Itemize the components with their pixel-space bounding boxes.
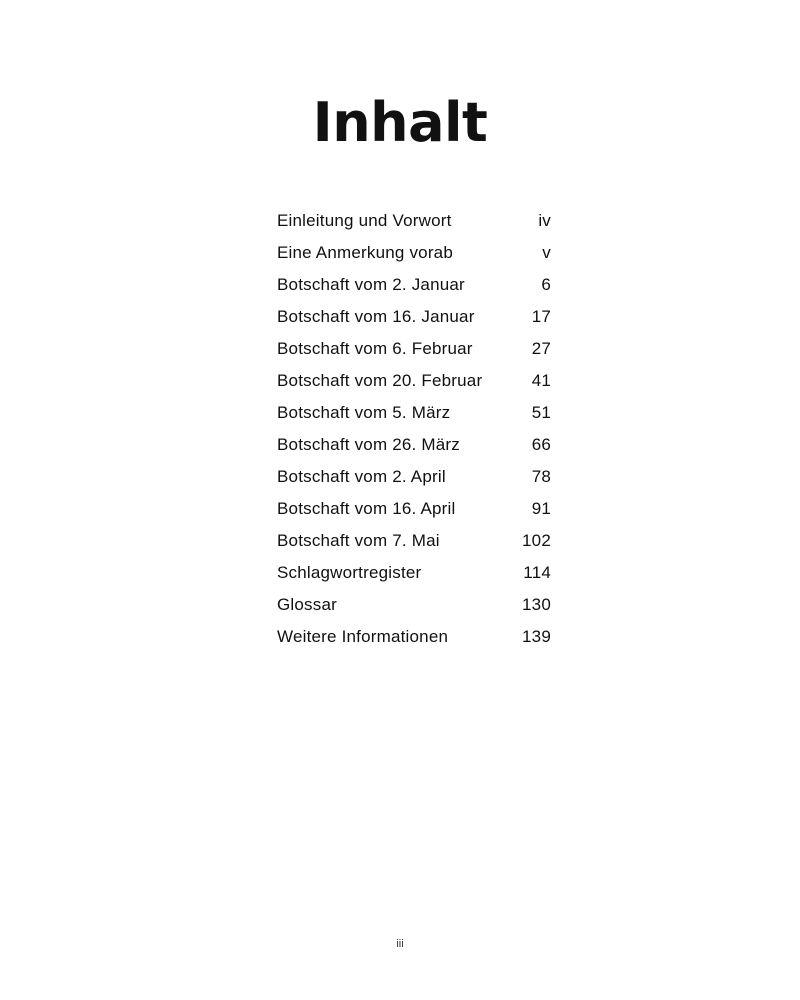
- toc-entry[interactable]: [277, 493, 551, 525]
- page-number: iii: [396, 938, 404, 950]
- toc-entry[interactable]: [277, 429, 551, 461]
- toc-entry-title: Botschaft vom 6. Februar: [277, 339, 473, 358]
- toc-entry-title: Glossar: [277, 595, 337, 614]
- toc-entry-page: 130: [522, 595, 551, 614]
- toc-entry-title: Weitere Informationen: [277, 627, 449, 646]
- toc-entry[interactable]: [277, 525, 551, 557]
- toc-entry[interactable]: [277, 397, 551, 429]
- toc-entry-page: 139: [522, 627, 551, 646]
- toc-entry[interactable]: [277, 301, 551, 333]
- toc-entry-title: Botschaft vom 20. Februar: [277, 371, 483, 390]
- toc-entry-page: 91: [531, 499, 551, 518]
- toc-entry[interactable]: [277, 365, 551, 397]
- toc-entry-page: v: [542, 243, 551, 262]
- toc-entry[interactable]: [277, 589, 551, 621]
- toc-entry[interactable]: [277, 205, 551, 237]
- table-of-contents: [277, 205, 551, 653]
- toc-entry[interactable]: [277, 237, 551, 269]
- page-title: Inhalt: [312, 91, 488, 154]
- toc-entry[interactable]: [277, 621, 551, 653]
- toc-entry-title: Botschaft vom 2. April: [277, 467, 446, 486]
- toc-entry-page: 51: [531, 403, 551, 422]
- toc-entry-title: Eine Anmerkung vorab: [277, 243, 453, 262]
- toc-entry-page: 6: [541, 275, 551, 294]
- toc-entry-page: 78: [531, 467, 551, 486]
- toc-entry[interactable]: [277, 461, 551, 493]
- toc-entry[interactable]: [277, 333, 551, 365]
- toc-entry-title: Botschaft vom 7. Mai: [277, 531, 440, 550]
- toc-entry-title: Botschaft vom 2. Januar: [277, 275, 465, 294]
- toc-entry-title: Botschaft vom 5. März: [277, 403, 451, 422]
- toc-entry-title: Botschaft vom 26. März: [277, 435, 460, 454]
- toc-entry-page: 17: [531, 307, 551, 326]
- toc-entry-page: 41: [531, 371, 551, 390]
- toc-entry-page: 27: [531, 339, 551, 358]
- toc-entry-page: iv: [538, 211, 551, 230]
- toc-entry-page: 66: [531, 435, 551, 454]
- toc-entry[interactable]: [277, 269, 551, 301]
- toc-entry[interactable]: [277, 557, 551, 589]
- toc-entry-title: Botschaft vom 16. April: [277, 499, 456, 518]
- toc-entry-title: Schlagwortregister: [277, 563, 422, 582]
- toc-entry-page: 102: [522, 531, 551, 550]
- toc-entry-title: Botschaft vom 16. Januar: [277, 307, 475, 326]
- toc-entry-page: 114: [523, 563, 551, 582]
- toc-entry-title: Einleitung und Vorwort: [277, 211, 452, 230]
